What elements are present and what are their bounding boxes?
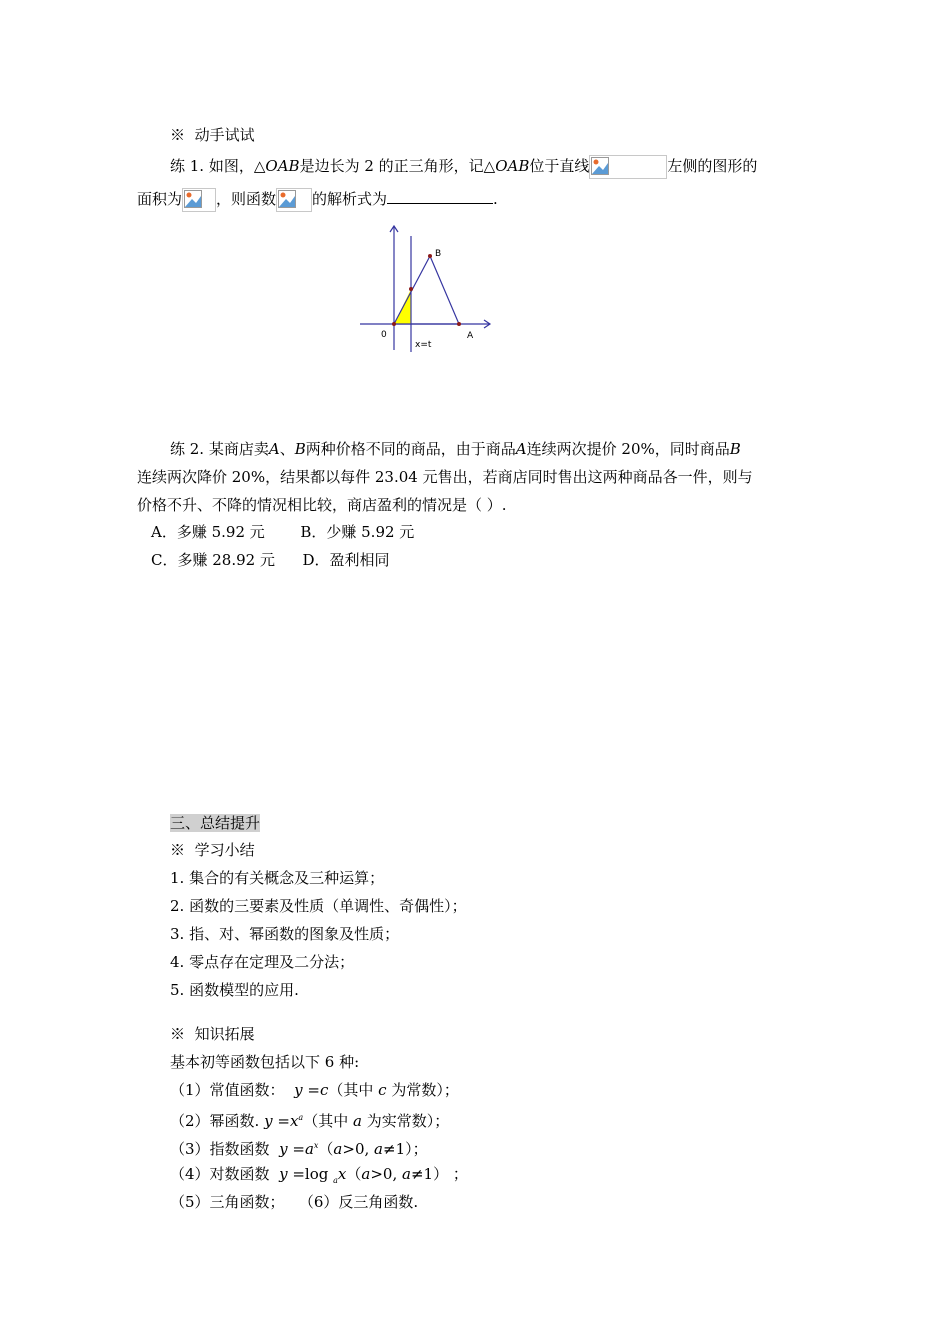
point-b <box>428 254 432 258</box>
point-a <box>457 322 461 326</box>
text: = <box>307 1081 320 1099</box>
var-a: a <box>304 1140 314 1158</box>
var-a: A <box>515 440 527 458</box>
option-d: D．盈利相同 <box>302 551 390 569</box>
text: = <box>277 1112 290 1130</box>
broken-image-icon <box>276 188 312 212</box>
option-a: A．多赚 5.92 元 <box>151 523 265 541</box>
broken-image-icon <box>589 155 667 179</box>
var-a: a <box>298 1113 304 1122</box>
option-c: C．多赚 28.92 元 <box>151 551 275 569</box>
text: 连续两次提价 20%，同时商品 <box>526 440 730 458</box>
text: 为实常数）； <box>366 1112 450 1130</box>
function-type-3 <box>170 1136 428 1159</box>
var-y: y <box>264 1112 273 1130</box>
summary-item: 2. 函数的三要素及性质（单调性、奇偶性）； <box>170 897 467 915</box>
text: 学习小结 <box>194 841 255 859</box>
text: （5）三角函数； <box>170 1193 285 1211</box>
label-a: A <box>467 331 474 341</box>
label-x-equals-t: x=t <box>415 340 432 350</box>
var-x: x <box>289 1112 299 1130</box>
text: 左侧的图形的 <box>667 157 758 175</box>
text: 知识拓展 <box>194 1025 255 1043</box>
text: = <box>292 1140 305 1158</box>
option-row-1 <box>151 522 414 542</box>
function-type-2 <box>170 1108 449 1131</box>
text: （4）对数函数 <box>170 1165 270 1183</box>
var-a: a <box>374 1140 383 1158</box>
text: ≠1） ； <box>410 1165 468 1183</box>
exercise-1-line-2 <box>137 188 498 212</box>
point-intersection <box>409 287 413 291</box>
reference-mark: ※ <box>170 841 186 859</box>
summary-item: 3. 指、对、幂函数的图象及性质； <box>170 925 400 943</box>
exercise-2-line-3: 价格不升、不降的情况相比较，商店盈利的情况是（ ）. <box>137 496 507 514</box>
function-type-5-6 <box>170 1192 418 1212</box>
var-c: c <box>319 1081 329 1099</box>
var-x: x <box>337 1165 347 1183</box>
text: =log <box>292 1165 329 1183</box>
study-summary-title <box>170 840 255 860</box>
var-a: a <box>402 1165 411 1183</box>
triangle-figure <box>355 222 500 357</box>
text: 的解析式为 <box>312 190 388 208</box>
text: >0, <box>342 1140 370 1158</box>
text: （其中 <box>303 1112 349 1130</box>
var-y: y <box>294 1081 303 1099</box>
summary-heading-text: 三、总结提升 <box>170 814 261 832</box>
text: 位于直线 <box>529 157 590 175</box>
var-b: B <box>294 440 306 458</box>
answer-blank <box>387 189 493 204</box>
var-y: y <box>279 1165 288 1183</box>
broken-image-icon <box>182 188 216 212</box>
var-a: A <box>268 440 280 458</box>
function-type-1 <box>170 1080 459 1100</box>
option-b: B．少赚 5.92 元 <box>300 523 415 541</box>
text: ≠1）； <box>383 1140 428 1158</box>
extension-title <box>170 1024 255 1044</box>
var-a: a <box>333 1140 343 1158</box>
var-b: B <box>729 440 741 458</box>
text: （3）指数函数 <box>170 1140 270 1158</box>
exercise-2-line-2: 连续两次降价 20%，结果都以每件 23.04 元售出，若商店同时售出这两种商品各一件，则与 <box>137 468 753 486</box>
text: （6）反三角函数. <box>298 1193 419 1211</box>
exercise-2-line-1 <box>170 439 741 459</box>
text: 两种价格不同的商品，由于商品 <box>305 440 516 458</box>
option-row-2 <box>151 550 390 570</box>
text: 某商店卖 <box>208 440 269 458</box>
practice-heading <box>170 125 255 145</box>
var-x: x <box>313 1141 319 1150</box>
var-oab: OAB <box>265 157 300 175</box>
var-a: a <box>352 1112 362 1130</box>
exercise-2-label: 练 2. <box>170 440 205 458</box>
text: >0, <box>370 1165 398 1183</box>
summary-heading <box>170 813 260 833</box>
extension-intro: 基本初等函数包括以下 6 种: <box>170 1053 360 1071</box>
text: . <box>493 190 498 208</box>
text: 、 <box>279 440 295 458</box>
text: （ <box>346 1165 362 1183</box>
text: 为常数）； <box>391 1081 459 1099</box>
text: 面积为 <box>137 190 183 208</box>
var-oab: OAB <box>495 157 530 175</box>
practice-title: 动手试试 <box>194 126 255 144</box>
var-y: y <box>279 1140 288 1158</box>
var-c: c <box>378 1081 387 1099</box>
reference-mark: ※ <box>170 126 186 144</box>
text: 是边长为 2 的正三角形，记△ <box>299 157 496 175</box>
text: 如图，△ <box>208 157 266 175</box>
text: （其中 <box>328 1081 374 1099</box>
label-o: 0 <box>381 330 387 340</box>
var-a: a <box>361 1165 371 1183</box>
reference-mark: ※ <box>170 1025 186 1043</box>
label-b: B <box>435 249 442 259</box>
exercise-1-line-1 <box>170 155 757 179</box>
var-a: a <box>333 1176 338 1185</box>
text: （1）常值函数： <box>170 1081 285 1099</box>
summary-item: 4. 零点存在定理及二分法； <box>170 953 355 971</box>
point-o <box>392 322 396 326</box>
text: （ <box>318 1140 334 1158</box>
text: （2）幂函数. <box>170 1112 260 1130</box>
text: ，则函数 <box>216 190 277 208</box>
summary-item: 5. 函数模型的应用. <box>170 981 299 999</box>
summary-item: 1. 集合的有关概念及三种运算； <box>170 869 385 887</box>
exercise-1-label: 练 1. <box>170 157 205 175</box>
function-type-4 <box>170 1164 468 1191</box>
